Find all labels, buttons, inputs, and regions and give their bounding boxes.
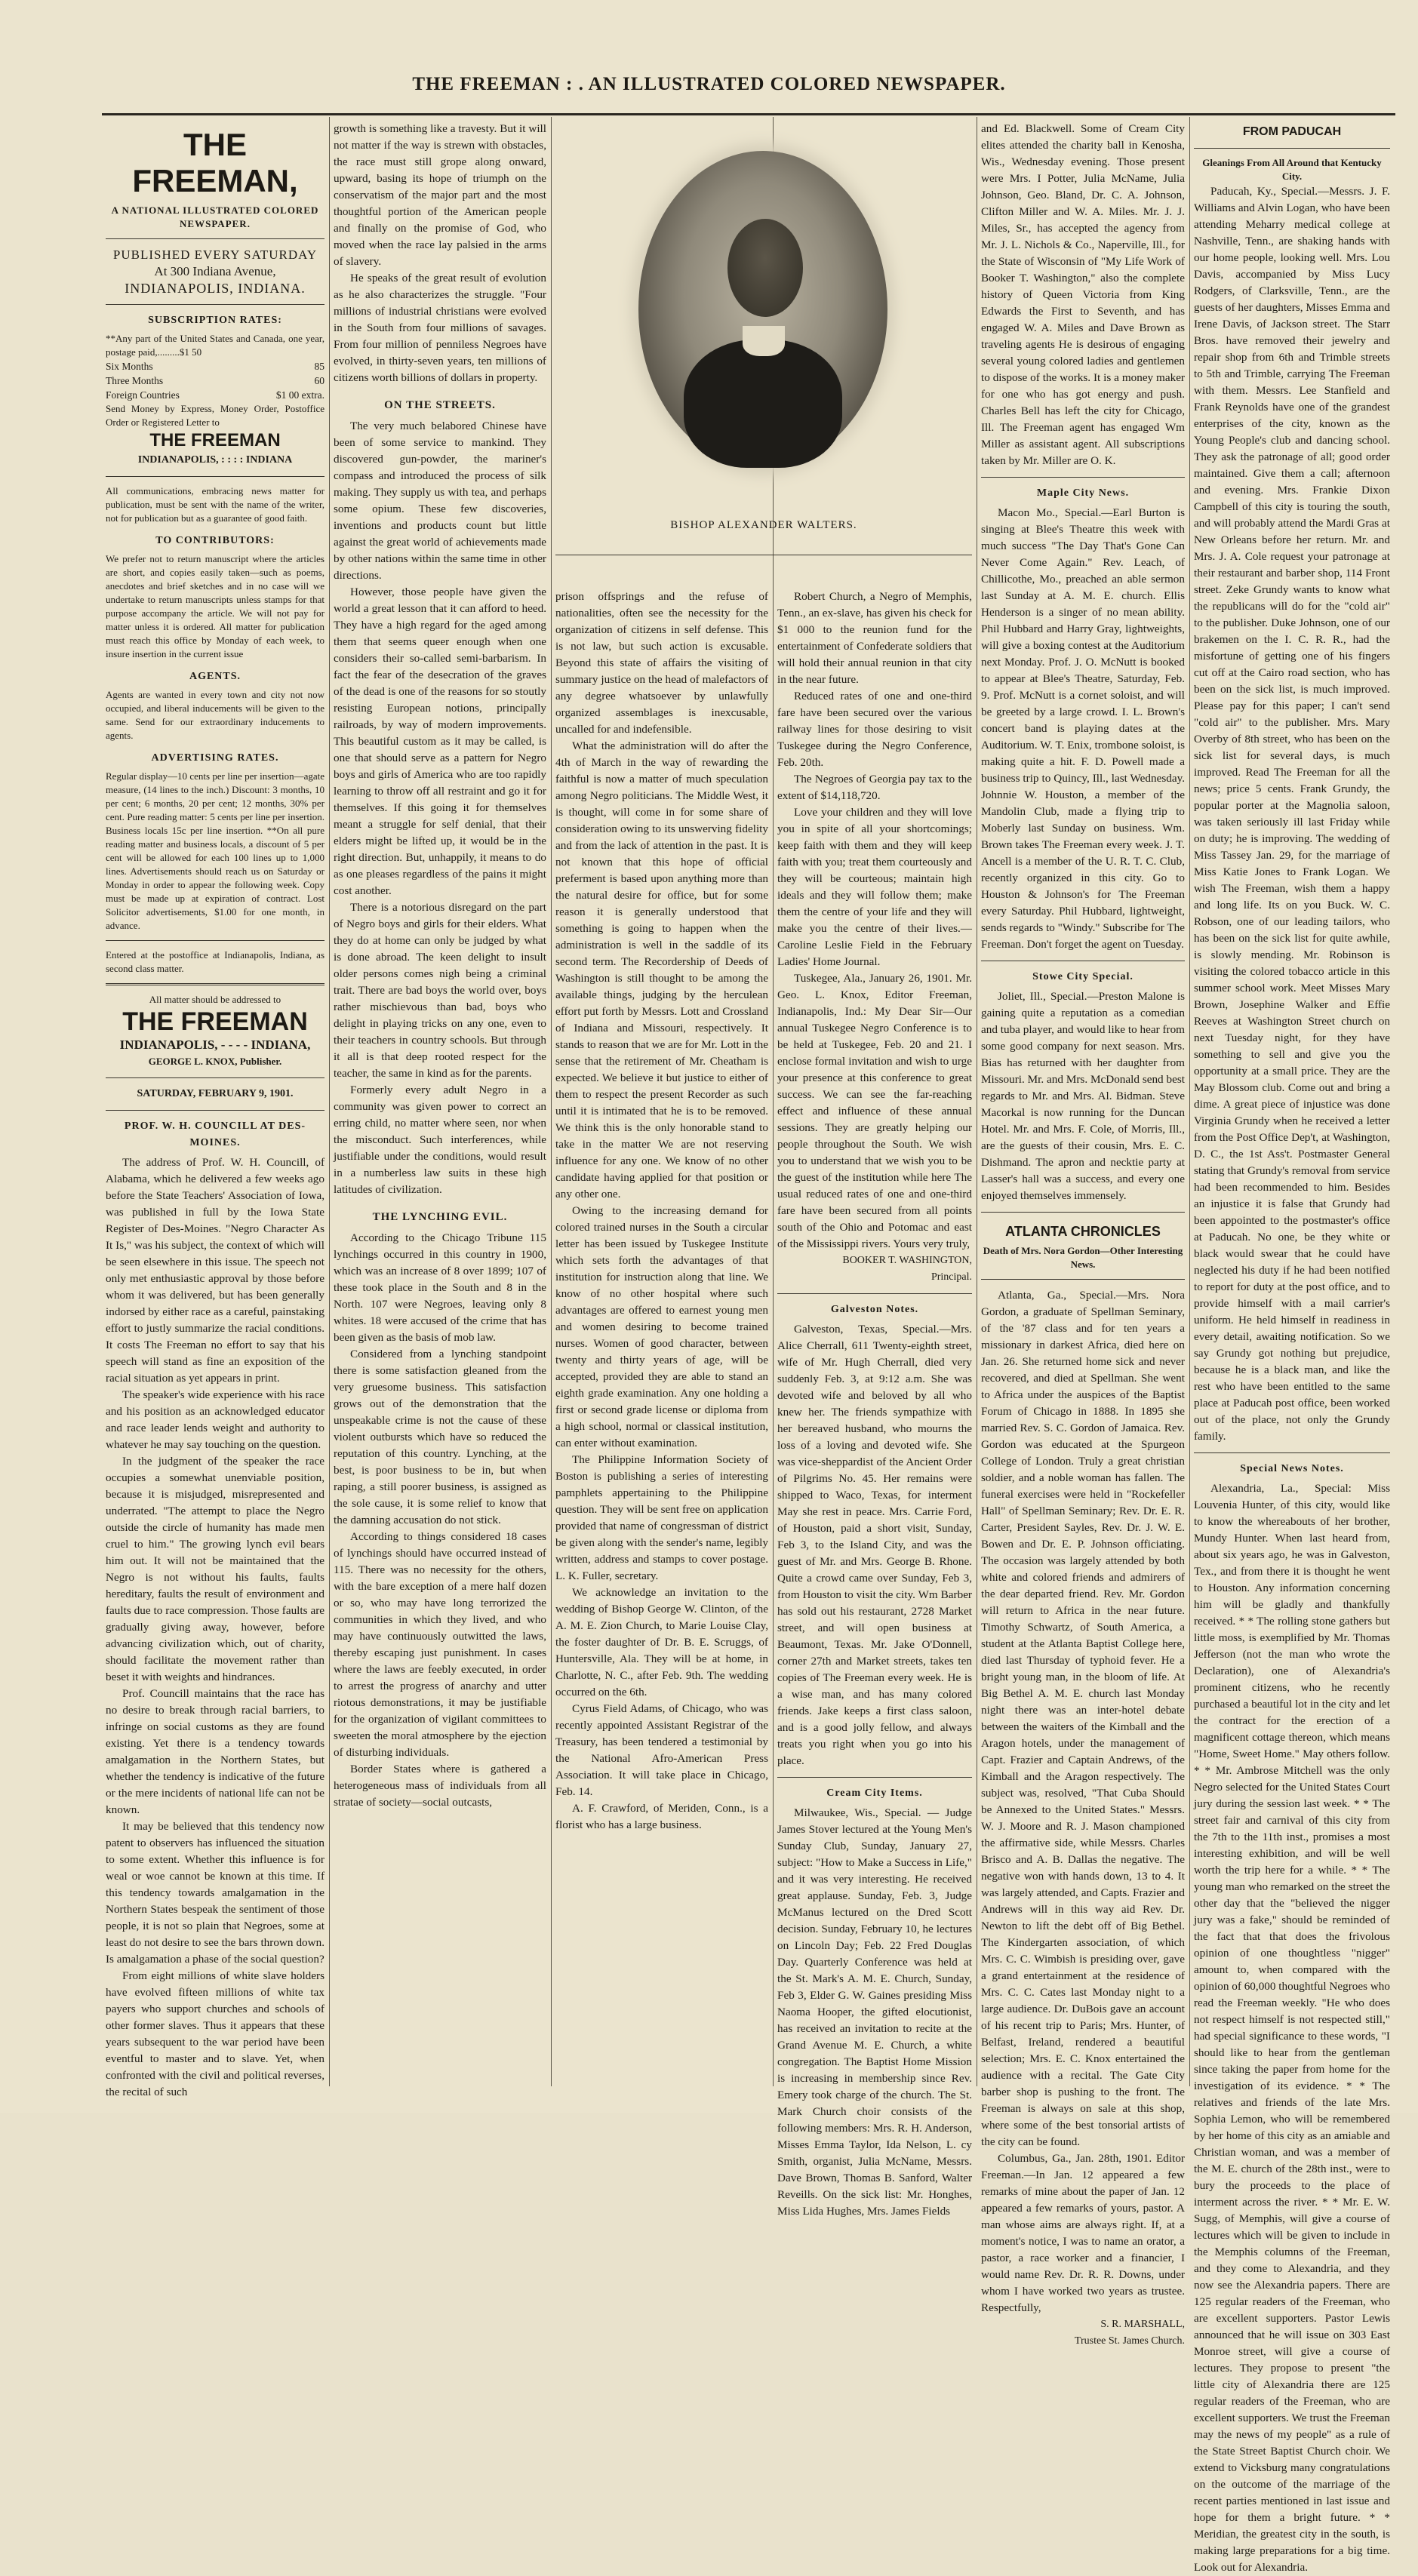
article-paragraph: The very much belabored Chinese have been of some service to mankind. They discovered gun-powder, the mariner's compass and introduced the process of silk making. They supply us with tea, and perhaps some opium. These few discoveries, inventions and products count but little against the great world of achievements made by other nations within the same time in other directions. bbox=[334, 420, 546, 582]
send-money-note: Send Money by Express, Money Order, Postoffice Order or Registered Letter to bbox=[106, 403, 325, 428]
paducah-subheading: Gleanings From All Around that Kentucky City. bbox=[1202, 157, 1382, 182]
signature-title: Principal. bbox=[930, 1271, 972, 1283]
article-paragraph: According to things considered 18 cases of lynchings should have occurred instead of 115. There was no necessity for the others, with the bare exception of a mere half dozen or so, who may have long terrorized the communities in which they lived, and who may have continuously outwitted the laws, thereby escaping just punishment. In cases where the laws are feebly executed, in order to arrest the progress of anarchy and utter riotous demonstrations, it may be justifiable for the organization of vigilant committees to sweeten the moral atmosphere by the ejection of disturbing individuals. bbox=[334, 1530, 546, 1759]
article-paragraph: The Negroes of Georgia pay tax to the extent of $14,118,720. bbox=[777, 773, 972, 802]
article-paragraph: Alexandria, La., Special: Miss Louvenia Hunter, of this city, would like to know the whereabouts of her brother, Mundy Hunter. When last heard from, about six years ago, he was in Galveston, Tex., and from there it is thought he went to Houston. Any information concerning him will be gladly and thankfully received. * * The rolling stone gathers but little moss, is exemplified by Mr. Thomas Jefferson (not the man who wrote the Declaration), one of Alexandria's prominent citizens, who he recently purchased a beautiful lot in the city and let the contract for the erection of a magnificent cottage thereon, which means "Home, Sweet Home." May others follow. * * Mr. Ambrose Mitchell was the only Negro selected for the United States Court jury during the session last week. * * The street fair and carnival of this city from the 7th to the 11th inst., promises a most interesting exhibition, and will be well worth the trip here for a while. * * The young man who remarked on the street the other day that the "believed the nigger jury was a fake," should be reminded of the fact that that does the frivolous opinion of one thoughtless "nigger" amount to, when compared with the opinion of 60,000 thoughtful Negroes who read the Freeman weekly. "He who does not respect himself is not respected still," had special significance to these words, "I should like to hear from the gentleman since taking the paper from home for the investigation of its evidence. * * The relatives and friends of the late Mrs. Sophia Lemon, who will be remembered by her home of this city as an amiable and Christian woman, and was a member of the M. E. church of the 28th inst., were to bury the proceeds to the place of interment across the river. * * Mr. E. W. Sugg, of Memphis, will give a course of lectures which will be given to include in the Memphis columns of the Freeman, and they come to Alexandria, and they now see the Alexandria papers. There are 125 regular readers of the Freeman, who are excellent supporters. Pastor Lewis announced that he will issue on 303 East Monroe street, will give a course of lectures. They propose to present "the little city of Alexandria there are 125 regular readers of the Freeman, who are excellent supporters. We trust the Freeman may the news of my people" as a rule of the State Street Baptist Church choir. We extend to Vicksburg many congratulations on the outcome of the marriage of the recent parties mentioned in last issue and hope for them a bright future. * * Meridian, the greatest city in the south, is making large preparations for a big time. Look out for Alexandria. bbox=[1194, 1482, 1390, 2574]
portrait-block bbox=[555, 121, 972, 585]
article-paragraph: He speaks of the great result of evolution as he also characterizes the struggle. "Four millions of industrial christians were evolved in the South from four millions of savages. From four million of penniless Negroes have evolved, in thirty-seven years, ten millions of citizens worth billions of dollars in property. bbox=[334, 272, 546, 384]
article-paragraph: From eight millions of white slave holders have evolved fifteen millions of white tax payers who support churches and schools of other former slaves. Thus it appears that these years subsequent to the war period have been eventful to master and to slave. Yet, when confronted with the civil and political reverses, the recital of such bbox=[106, 1969, 325, 2098]
special-news-heading: Special News Notes. bbox=[1240, 1463, 1344, 1474]
column-4 bbox=[777, 589, 972, 2218]
article-paragraph: Columbus, Ga., Jan. 28th, 1901. Editor Freeman.—In Jan. 12 appeared a few remarks of mine about the paper of Jan. 12 appeared a few remarks of yours, pastor. A man whose aims are always right. If, at a moment's notice, I was to name an orator, a pastor, a race worker and a financier, I would name Rev. Dr. R. R. Downs, under whom I have worked two years as trustee. Respectfully, bbox=[981, 2152, 1185, 2314]
article-paragraph: prison offsprings and the refuse of nationalities, often see the necessity for the organization of citizens in self defense. This is not law, but such action is excusable. Beyond this state of affairs the visiting of summary justice on the head of malefactors of any degree whatsoever by unlawfully organized assemblages is inexcusable, uncalled for and indefensible. bbox=[555, 590, 768, 736]
head-rule bbox=[102, 113, 1395, 115]
rate-row: Six Months 85 bbox=[106, 361, 325, 372]
article-paragraph: The speaker's wide experience with his race and his position as an acknowledged educator and race leader lends weight and authority to whatever he may say touching on the question. bbox=[106, 1388, 325, 1451]
maple-city-heading: Maple City News. bbox=[1036, 487, 1130, 499]
entered-note: Entered at the postoffice at Indianapolis, Indiana, as second class matter. bbox=[106, 949, 325, 974]
advertising-heading: ADVERTISING RATES. bbox=[151, 752, 279, 764]
contributors-heading: TO CONTRIBUTORS: bbox=[155, 535, 275, 546]
article-paragraph: The Philippine Information Society of Boston is publishing a series of interesting pamphlets appertaining to the Philippine question. They will be sent free on application provided that name of congressman of district be given along with the sender's name, legibly written, address and stamps to cover postage. L. K. Fuller, secretary. bbox=[555, 1453, 768, 1582]
signature: BOOKER T. WASHINGTON, bbox=[842, 1255, 972, 1266]
paducah-heading: FROM PADUCAH bbox=[1242, 125, 1342, 138]
masthead-tertiary-city: INDIANAPOLIS, - - - - INDIANA, bbox=[119, 1037, 311, 1052]
address-line: At 300 Indiana Avenue, bbox=[154, 264, 276, 278]
article-paragraph: Atlanta, Ga., Special.—Mrs. Nora Gordon, a graduate of Spellman Seminary, of the '87 class and for ten years a missionary in darkest Africa, died here on Jan. 26. She returned home sick and never recovered, and died at Spellman. She went to Africa under the auspices of the Baptist Forum of Chicago in 1888. In 1895 she married Rev. S. C. Gordon of Jamaica. Rev. Gordon was educated at the Spurgeon College of London. Truly a great christian soldier, and a noble woman has fallen. The funeral exercises were held in "Rockefeller Hall" of Spellman Seminary; Rev. Dr. E. R. Carter, President Sayles, Rev. Dr. J. W. E. Bowen and Dr. E. P. Johnson officiating. The occasion was largely attended by both white and colored friends and admirers of the dear departed friend. Rev. Mr. Gordon will return to Africa in the near future. Timothy Schwartz, of South America, a student at the Atlanta Baptist College here, died last Thursday of typhoid fever. He a bright young man, in the bloom of life. At Big Bethel A. M. E. church last Monday night there was an inter-hotel debate between the waiters of the Kimball and the Aragon hotels, under the management of Capt. Frazier and Captain Andrews, of the Kimball and the Aragon respectively. The subject was, resolved, "That Cuba Should be Annexed to the United States." Messrs. W. J. Moore and R. J. Mason championed the affirmative side, while Messrs. Charles Brisco and A. B. Dallas the negative. The negative won with hands down, 13 to 4. It was largely attended, and Capts. Frazier and Andrews will in this way aid Rev. Dr. Newton to lift the debt off of Big Bethel. The Kindergarten association, of which Mrs. C. C. Wimbish is presiding over, gave a grand entertainment at the residence of Mrs. C. C. Cates last Monday night to a large audience. Dr. DuBois gave an account of his recent trip to Paris; Mrs. Hunter, of Belfast, Ireland, rendered a beautiful selection; Mrs. E. C. Knox entertained the audience with a recital. The Gate City barber shop is pushing to the front. The Freeman is always on sale at this shop, where some of the best tonsorial artists of the city can be found. bbox=[981, 1289, 1185, 2148]
article-paragraph: In the judgment of the speaker the race occupies a somewhat unenviable position, because it is misjudged, misrepresented and underrated. "The attempt to place the Negro outside the circle of humanity has made men cruel to him." The growing lynch evil bears him out. It will not be maintained that the Negro is not without his faults, faults hereditary, faults the result of environment and faults due to race compression. Those faults are gradually giving away, however, before advancing civilization which, out of charity, should facilitate the movement rather than beset it with weights and hindrances. bbox=[106, 1455, 325, 1683]
masthead-tertiary: THE FREEMAN bbox=[122, 1007, 308, 1036]
article-paragraph: growth is something like a travesty. But it will not matter if the way is strewn with obstacles, the race must still grope along onward, upward, basing its hope of triumph on the conservatism of the major part and the most thoughtful portion of the American people and finally on the promise of God, who moved when the race lay palsied in the arms of slavery. bbox=[334, 122, 546, 268]
masthead-title: THE FREEMAN, bbox=[132, 127, 298, 198]
article-paragraph: Robert Church, a Negro of Memphis, Tenn., an ex-slave, has given his check for $1 000 to the reunion fund for the entertainment of Confederate soldiers that will hold their annual reunion in that city in the near future. bbox=[777, 590, 972, 686]
contributors-note: We prefer not to return manuscript where the articles are short, and copies easily taken—such as poems, anecdotes and brief sketches and in no case will we undertake to return manuscripts unless stamps for that purpose accompany the article. We will not pay for matter unless it is ordered. All matter for publication must reach this office by Monday of each week, to insure insertion in the current issue bbox=[106, 553, 325, 659]
communications-note: All communications, embracing news matter for publication, must be sent with the name of the writer, not for publication but as a guarantee of good faith. bbox=[106, 485, 325, 524]
lynching-heading: THE LYNCHING EVIL. bbox=[372, 1211, 508, 1223]
article-paragraph: A. F. Crawford, of Meriden, Conn., is a florist who has a large business. bbox=[555, 1802, 768, 1831]
atlanta-subheading: Death of Mrs. Nora Gordon—Other Interesting News. bbox=[983, 1245, 1183, 1270]
article-paragraph: Tuskegee, Ala., January 26, 1901. Mr. Geo. L. Knox, Editor Freeman, Indianapolis, Ind.: My Dear Sir—Our annual Tuskegee Negro Conference is to be held at Tuskegee, Feb. 20 and 21. I enclose formal invitation and wish to urge your presence at this conference to great success. We can see the far-reaching effect and influence of these annual sessions. They are greatly helping our people throughout the South. We wish you to understand that we wish you to be the guest of the institution while here The usual reduced rates of one and one-third fare have been secured from all points south of the Ohio and Potomac and east of the Mississippi rivers. Yours very truly, bbox=[777, 972, 972, 1250]
published-line: PUBLISHED EVERY SATURDAY bbox=[112, 247, 318, 262]
article-paragraph: Cyrus Field Adams, of Chicago, who was recently appointed Assistant Registrar of the Treasury, has been tendered a testimonial by the National Afro-American Press Association. It will take place in Chicago, Feb. 14. bbox=[555, 1702, 768, 1798]
article-paragraph: Joliet, Ill., Special.—Preston Malone is gaining quite a reputation as a comedian and tuba player, and would like to hear from some good company for next season. Mrs. Bias has returned with her daughter from Missouri. Mr. and Mrs. McDonald send best regards to Mr. and Mrs. Al. Bidman. Steve Macorkal is now running for the Duncan Hotel. Mr. and Mrs. F. Cole, of Morris, Ill., are the guests of their cousin, Mrs. E. C. Dishmand. The apron and necktie party at Lasser's hall was a success, and every one enjoyed themselves immensely. bbox=[981, 990, 1185, 1202]
rate-row: Foreign Countries $1 00 extra. bbox=[106, 389, 325, 401]
rate-row: Three Months 60 bbox=[106, 375, 325, 386]
article-paragraph: However, those people have given the world a great lesson that it can afford to heed. They have a high regard for the aged among them that seems queer enough when one considers their so-called semi-barbarism. In fact the fear of the desecration of the graves of the dead is one of the reasons for so stoutly resisting European notions, principally railroads, by way of modern improvements. This beautiful custom as it may be called, is one that should serve as a pattern for Negro boys and girls of America who are too rapidly learning to throw off all restraint and go it for themselves. If this going it for themselves meant a struggle for self denial, that their elders might be lifted up, it would be in the right direction. But, unhappily, it means to do as one pleases regardless of the pains it might cost another. bbox=[334, 586, 546, 897]
article-paragraph: and Ed. Blackwell. Some of Cream City elites attended the charity ball in Kenosha, Wis., Wednesday evening. Those present were Mrs. I Potter, Julia McName, Julia Johnson, Geo. Bland, Dr. C. A. Johnson, Clifton Miller and W. A. Miles. Mr. J. J. Miles, Sr., has accepted the agency from Mr. J. L. Nichols & Co., Naperville, Ill., for the State of Wisconsin of "My Life Work of Booker T. Washington," also the complete history of Queen Victoria from King Edwards the First to Seventh, and has engaged W. A. Miles and Dave Brown as traveling agents He is desirous of engaging several young colored ladies and gentlemen to dispose of the works. It is a money maker for one who has got energy and push. Charles Bell has left the city for Chicago, Ill. The Freeman agent has engaged Wm Miller as assistant agent. All subscriptions taken by Mr. Miller are O. K. bbox=[981, 122, 1185, 467]
article-paragraph: Formerly every adult Negro in a community was given power to correct an erring child, no matter where seen, nor when the misconduct. Such interferences, while justifiable under the conditions, would result in a numberless law suits in these high latitudes of civilization. bbox=[334, 1084, 546, 1196]
signature-title: Trustee St. James Church. bbox=[1074, 2335, 1185, 2347]
publisher-line: GEORGE L. KNOX, Publisher. bbox=[148, 1056, 282, 1067]
running-head: THE FREEMAN : . AN ILLUSTRATED COLORED NEWSPAPER. bbox=[412, 74, 1006, 94]
column-1 bbox=[106, 121, 325, 2098]
column-rule bbox=[329, 117, 330, 2086]
masthead-secondary-city: INDIANAPOLIS, : : : : INDIANA bbox=[137, 454, 293, 466]
article-paragraph: What the administration will do after the 4th of March in the way of rewarding the faithful is now a matter of much speculation among Negro politicians. The Middle West, it is thought, will come in for some share of consideration owing to its unswerving fidelity and from the lack of attention in the past. It is not known that this hope of official preferment is based upon anything more than the natural desire for office, but for some reason it is generally understood that something is going to happen when the administration is well in the saddle of its second term. The Recordership of Deeds of Washington is still thought to be among the available things, judging by the herculean effort put forth by Messrs. Lott and Crossland of Indiana and Missouri, respectively. It stands to reason that we are for Mr. Lott in the sense that the retirement of Mr. Cheatham is expected. We believe it but justice to either of them to respect the present Recorder as such until it is intimated that he is to be removed. We think this is the only honorable stand to take in the matter We are not reserving influence for any one. We know of no other candidate having applied for that position or any other one. bbox=[555, 739, 768, 1200]
article-paragraph: Border States where is gathered a heterogeneous mass of individuals from all stratae of society—social outcasts, bbox=[334, 1763, 546, 1809]
streets-heading: ON THE STREETS. bbox=[384, 399, 496, 411]
issue-date: SATURDAY, FEBRUARY 9, 1901. bbox=[137, 1088, 294, 1099]
article-heading: PROF. W. H. COUNCILL AT DES-MOINES. bbox=[124, 1120, 306, 1148]
article-paragraph: According to the Chicago Tribune 115 lynchings occurred in this country in 1900, which was an increase of 8 over 1899; 107 of these took place in the South and 8 in the North. 107 were Negroes, leaving only 8 whites. 18 were accused of the crime that has been given as the basis of mob law. bbox=[334, 1231, 546, 1344]
article-paragraph: Owing to the increasing demand for colored trained nurses in the South a circular letter has been issued by Tuskegee Institute which sets forth the advantages of that institution for instruction along that line. We know of no other hospital where such advantages are offered to earnest young men and women desiring to become trained nurses. Women of good character, between twenty and thirty years of age, will be accepted, provided they are able to stand an eighth grade examination. Any one holding a first or second grade license or diploma from a high school, normal or classical institution, can enter without examination. bbox=[555, 1204, 768, 1449]
article-paragraph: It may be believed that this tendency now patent to observers has influenced the situation to some extent. Whether this influence is for weal or woe cannot be known at this time. If this tendency towards amalgamation in the Northern States bespeak the sentiment of those people, it is not so plain that Negroes, some at least do not desire to see the bars thrown down. Is amalgamation a phase of the social question? bbox=[106, 1820, 325, 1966]
agents-note: Agents are wanted in every town and city not now occupied, and liberal inducements will be given to the same. Send for our extraordinary inducements to agents. bbox=[106, 689, 325, 741]
article-paragraph: Macon Mo., Special.—Earl Burton is singing at Blee's Theatre this week with much success "The Day That's Gone Can Never Come Again." Rev. Leach, of Chillicothe, Mo., preached an able sermon last Sunday at A. M. E. church. Ellis Henderson is a singer of no mean ability. Phil Hubbard and Harry Gray, lightweights, will give a boxing contest at the Auditorium next Monday. Prof. J. O. McNutt is booked to appear at Blee's Theatre, Saturday, Feb. 9. Prof. McNutt is a cornet soloist, and will be greeted by a large crowd. I. L. Brown's concert band is playing dates at the Auditorium. W. T. Enix, trombone soloist, is making quite a hit. F. D. Powell made a business trip to Quincy, Ill., last Wednesday. Johnnie W. Houston, a member of the Mandolin Club, made a flying trip to Moberly last Sunday on business. Wm. Brown takes The Freeman every week. J. T. Ancell is a member of the U. R. T. C. Club, recently organized in this city. Go to Houston & Johnson's for The Freeman every Saturday. Phil Hubbard, lightweight, sends regards to "Windy." Subscribe for The Freeman. Don't forget the agent on Tuesday. bbox=[981, 506, 1185, 951]
portrait-image bbox=[638, 151, 887, 468]
article-paragraph: Reduced rates of one and one-third fare have been secured over the various railway lines for those desiring to visit Tuskegee during the Negro Conference, Feb. 20th. bbox=[777, 690, 972, 769]
city-line: INDIANAPOLIS, INDIANA. bbox=[125, 281, 306, 296]
cream-city-heading: Cream City Items. bbox=[826, 1788, 923, 1799]
galveston-heading: Galveston Notes. bbox=[830, 1304, 919, 1315]
portrait-caption: BISHOP ALEXANDER WALTERS. bbox=[670, 519, 857, 531]
subscription-heading: SUBSCRIPTION RATES: bbox=[148, 315, 282, 326]
advertising-note: Regular display—10 cents per line per insertion—agate measure, (14 lines to the inch.) Discount: 3 months, 10 per cent; 6 months, 20 per cent; 12 months, 30% per cent. Pure reading matter: 5 cents per line per insertion. Business locals 15c per line insertion. **On all pure reading matter and business locals, a discount of 5 per cent will be allowed for each 100 lines up to 1,000 lines. Advertisements should reach us on Saturday or Monday in order to appear the following week. Copy must be made up at expiration of contract. Lost Solicitor advertisements, $1.00 for one month, in advance. bbox=[106, 770, 325, 931]
article-paragraph: Prof. Councill maintains that the race has no desire to break through racial barriers, to infringe on social customs as they are found existing. Yet there is a tendency towards amalgamation in the Northern States, but whether the tendency is indicative of the future or the mere incidents of national life can not be known. bbox=[106, 1687, 325, 1816]
addressed-note: All matter should be addressed to bbox=[149, 994, 281, 1005]
article-paragraph: There is a notorious disregard on the part of Negro boys and girls for their elders. What they do at home can only be judged by what is done abroad. The keen delight to insult older persons comes nigh being a criminal trait. There are bad boys the world over, boys rather mischievous than bad, boys who delight in playing tricks on any one, even to their teachers in country schools. But through it all is that deep rooted respect for the teacher, the same in kind as for the parents. bbox=[334, 901, 546, 1080]
column-3 bbox=[555, 589, 768, 2083]
article-paragraph: Galveston, Texas, Special.—Mrs. Alice Cherrall, 611 Twenty-eighth street, wife of Mr. Hugh Cherrall, died very suddenly Feb. 3, at 9:12 a.m. She was devoted wife and beloved by all who knew her. The friends sympathize with her bereaved husband, who mourns the loss of a loving and devoted wife. She was vice-sheppardist of the Ancient Order of Pilgrims No. 45. Her remains were shipped to Waco, Texas, for interment May she rest in peace. Mrs. Carrie Ford, of Houston, paid a short visit, Sunday, Feb 3, to the Island City, and was the guest of Mr. and Mrs. George B. Rhone. Quite a crowd came over Sunday, Feb 3, from Houston to visit the city. Wm Barber has sold out his restaurant, 2728 Market street, and will open business at Beaumont, Texas. Mr. Jake O'Donnell, corner 27th and Market streets, takes ten copies of The Freeman every week. He is a wise man, and has many colored friends. Jake keeps a first class saloon, and is a good jolly fellow, and always treats you right when you go into his place. bbox=[777, 1323, 972, 1767]
column-5 bbox=[981, 121, 1185, 2347]
column-rule bbox=[551, 117, 552, 2086]
agents-heading: AGENTS. bbox=[189, 671, 241, 682]
stowe-city-heading: Stowe City Special. bbox=[1032, 971, 1133, 982]
atlanta-heading: ATLANTA CHRONICLES bbox=[1005, 1224, 1161, 1239]
article-paragraph: Love your children and they will love you in spite of all your shortcomings; keep faith with them and they will keep faith with you; treat them courteously and they will be courteous; maintain high ideals and they will follow them; make them the centre of your life and they will make you the centre of their lives.— Caroline Leslie Field in the February Ladies' Home Journal. bbox=[777, 806, 972, 968]
article-paragraph: Paducah, Ky., Special.—Messrs. J. F. Williams and Alvin Logan, who have been attending Meharry medical college at Nashville, Tenn., are shaking hands with our home people, looking well. Mrs. Lou Davis, accompanied by Miss Lucy Rodgers, of Clarksville, Tenn., are the guests of her daughters, Misses Emma and Irene Davis, of Jackson street. The Starr Bros. have removed their jewelry and repair shop from 6th and Trimble streets to 5th and Trimble, carrying The Freeman with them. Messrs. Lee Stanfield and Frank Reynolds have one of the grandest enterprises of the city, known as the Young People's club and dancing school. They ask the patronage of all; good order maintained. Give them a call; afternoon and evening. Mrs. Frankie Dixon Campbell of this city is touring the south, and will probably attend the Mardi Gras at New Orleans before her return. Mr. and Mrs. J. A. Cole request your patronage at their restaurant and barber shop, 114 Front street. Zeke Grundy wants to know what the republicans will do for the "cold air" to the publisher. Duke Johnson, one of our brakemen on the I. C. R. R., had the misfortune of getting one of his fingers cut off at the Cairo road section, who has been on the sick list, is much improved. Please pay for this paper; I can't send "cold air" to the publisher. Mrs. Mary Overby of 8th street, who has been on the sick list for several days, is much improved. Read The Freeman for all the news; price 5 cents. Frank Grundy, the popular porter at the Magnolia saloon, was taken seriously ill last Friday while on duty; he is improving. The wedding of Miss Tassey Jan. 29, for the marriage of Miss Katie Jones to Frank Logan. We wish The Freeman, wish them a happy and long life. Its on you Buck. W. C. Robson, one of our leading tailors, who has been on the sick list for quite awhile, is slowly mending. Mr. Robinson is visiting the colored tobacco article in this summer school work. Meet Misses Mary Brown, Josephine Walker and Effie Reeves at Washington Street church on next Tuesday night, for they have something to sell and give you the opportunity at a small price. They are the May Blossom club. Come out and bring a dime. A great piece of injustice was done Virginia Grundy when he received a letter from the Post Office Dep't, at Washington, D. C., the 1st Ass't. Postmaster General stating that Grundy's removal from service had been recommended to him. Besides an injustice it is false that Grundy had been appointed to the postmaster's office at Paducah. No one, be they white or black would swear that he could have neglected his duty if he had been notified to report for duty at the post office, and to provide himself with a mail carrier's uniform. He held himself in readiness in every detail, awaiting notification. So we say Grundy got nothing but prejudice, because he is a black man, and like the rest who have been entitled to the same place at Paducah post office, been worked out of the place, not only the Grundy family. bbox=[1194, 185, 1390, 1443]
article-paragraph: The address of Prof. W. H. Councill, of Alabama, which he delivered a few weeks ago before the State Teachers' Association of Iowa, was published in full by the Iowa State Register of Des-Moines. "Negro Character As It Is," was his subject, the context of which will be seen elsewhere in this issue. The speech not only met enthusiastic approval by those before whom it was delivered, but has been generally indorsed by either race as a careful, painstaking effort to justly summarize the racial conditions. It costs The Freeman no effort to say that his speech will stand as fine an exposition of the racial situation as yet appears in print. bbox=[106, 1156, 325, 1385]
article-paragraph: Milwaukee, Wis., Special. — Judge James Stover lectured at the Young Men's Sunday Club, Sunday, January 27, subject: "How to Make a Success in Life," and it was very interesting. He received great applause. Sunday, Feb. 3, Judge McManus lectured on the Dred Scott decision. Sunday, February 10, he lectures on Lincoln Day; Feb. 22 Fred Douglas Day. Quarterly Conference was held at the St. Mark's A. M. E. Church, Sunday, Feb 3, Elder G. W. Gaines presiding Miss Naoma Hooper, the gifted elocutionist, has received an invitation to recite at the Grand Avenue M. E. Church, a white congregation. The Baptist Home Mission is increasing in membership since Rev. Emery took charge of the church. The St. Mark Church choir consists of the following members: Mrs. R. H. Anderson, Misses Emma Taylor, Ida Nelson, L. cy Smith, organist, Julia McName, Messrs. Dave Brown, Thomas B. Sanford, Walter Reveills. On the sick list: Mr. Honghes, Miss Lida Hughes, Mrs. James Fields bbox=[777, 1806, 972, 2218]
column-2 bbox=[334, 121, 546, 2083]
masthead-tagline: A NATIONAL ILLUSTRATED COLORED NEWSPAPER. bbox=[111, 204, 319, 229]
masthead-secondary: THE FREEMAN bbox=[149, 430, 281, 450]
column-6 bbox=[1194, 121, 1390, 2574]
signature: S. R. MARSHALL, bbox=[1100, 2319, 1185, 2330]
column-rule bbox=[1189, 117, 1190, 2086]
article-paragraph: Considered from a lynching standpoint there is some satisfaction gleaned from the very gruesome business. This satisfaction grows out of the demonstration that the unspeakable crime is not the cause of these violent outbursts which have so reduced the reputation of this country. Lynching, at the best, is poor business to be in, but when raping, a still poorer business, is assigned as the sole cause, it is some relief to know that the damning accusation do not stick. bbox=[334, 1348, 546, 1526]
article-paragraph: We acknowledge an invitation to the wedding of Bishop George W. Clinton, of the A. M. E. Zion Church, to Marie Louise Clay, the foster daughter of Dr. B. E. Scruggs, of Huntersville, Ala. They will be at home, in Charlotte, N. C., after Feb. 9th. The wedding occurred on the 6th. bbox=[555, 1586, 768, 1698]
subscription-note: **Any part of the United States and Canada, one year, postage paid,.........$1 50 bbox=[106, 333, 325, 358]
